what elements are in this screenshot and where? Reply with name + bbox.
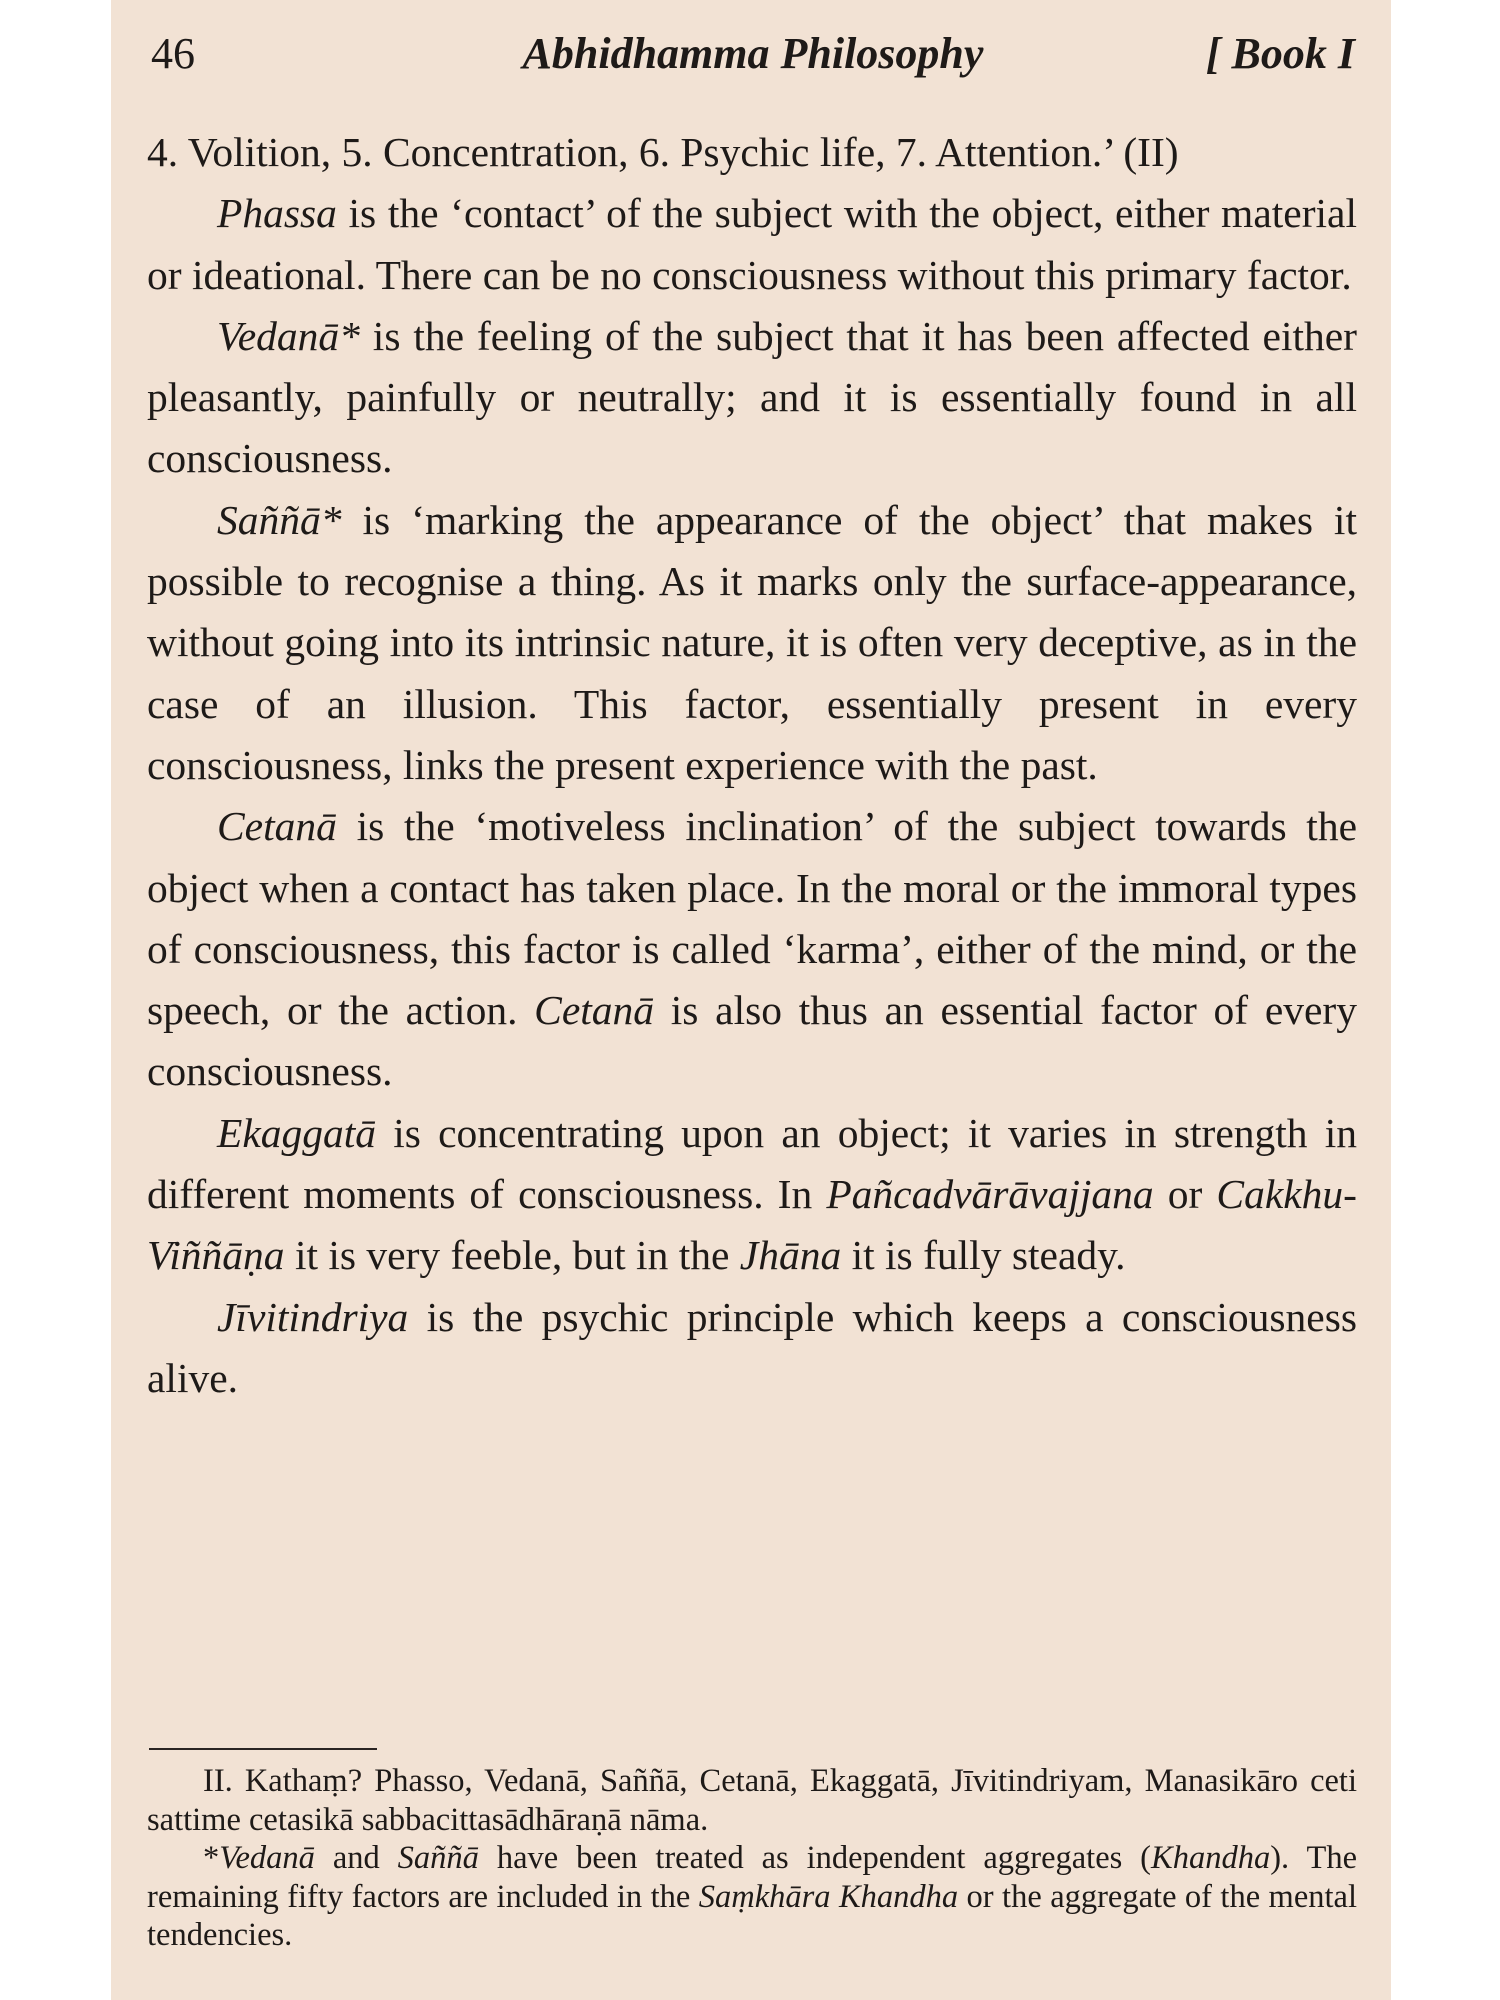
- paragraph-text: it is fully steady.: [841, 1232, 1126, 1279]
- body-text: [147, 122, 1357, 1409]
- running-head: [151, 28, 1355, 88]
- term-khandha: Khandha: [1151, 1840, 1271, 1876]
- term-vedana-note: Vedanā: [219, 1840, 315, 1876]
- term-samkhara-khandha: Saṃkhāra Khandha: [698, 1878, 959, 1915]
- paragraph-text: or: [1153, 1171, 1217, 1218]
- term-sanna-note: Saññā: [397, 1840, 479, 1876]
- paragraph-text: it is very feeble, but in the: [284, 1232, 740, 1279]
- paragraph-phassa: [147, 183, 1357, 306]
- footnote-divider: [149, 1748, 377, 1750]
- page-number: 46: [151, 29, 195, 78]
- term-jhana: Jhāna: [739, 1232, 842, 1279]
- paragraph-text: is the ‘contact’ of the subject with the object, either material or ideational. There can be no consciousness without this primary factor.: [147, 190, 1357, 298]
- term-cetana: Cetanā: [217, 803, 337, 850]
- book-page: [111, 0, 1391, 2000]
- paragraph-text: 4. Volition, 5. Concentration, 6. Psychic life, 7. Attention.’ (II): [147, 129, 1179, 175]
- term-cetana-repeat: Cetanā: [534, 987, 655, 1034]
- term-ekaggata: Ekaggatā: [217, 1109, 377, 1156]
- paragraph-text: is the psychic principle which keeps a consciousness alive.: [147, 1293, 1357, 1401]
- footnote-text: have been treated as independent aggregates (: [478, 1840, 1152, 1876]
- footnote-text: and: [314, 1840, 398, 1876]
- term-cakkhu-vinnana: Cakkhu-Viññāṇa: [147, 1171, 1357, 1279]
- paragraph-text: is the feeling of the subject that it has been affected either pleasantly, painfully or neutrally; and it is essentially found in all consciousness.: [147, 312, 1357, 482]
- book-label: [ Book I: [1205, 29, 1355, 78]
- footnote-text: or the aggregate of the mental tendencies.: [147, 1878, 1357, 1953]
- paragraph-jivitindriya: [147, 1287, 1357, 1410]
- paragraph-cetana: [147, 796, 1357, 1102]
- footnotes: [147, 1762, 1357, 1955]
- paragraph-vedana: [147, 306, 1357, 490]
- term-jivitindriya: Jīvitindriya: [217, 1293, 409, 1340]
- term-pancadvaravajjana: Pañcadvārāvajjana: [826, 1171, 1154, 1218]
- footnote-aggregates: [147, 1839, 1357, 1955]
- footnote-pali-quote: [147, 1762, 1357, 1839]
- paragraph-text: is ‘marking the appearance of the object’ that makes it possible to recognise a thing. As it marks only the surface-appearance, without going into its intrinsic nature, it is often very deceptive, as in the case of an illusion. This factor, essentially present in every consciousness, links the present experience with the past.: [147, 496, 1357, 788]
- paragraph-ekaggata: [147, 1103, 1357, 1287]
- paragraph-text: is concentrating upon an object; it varies in strength in different moments of consciousness. In: [147, 1109, 1357, 1218]
- term-vedana: Vedanā*: [217, 312, 360, 359]
- footnote-marker: *: [203, 1840, 220, 1876]
- footnote-text: ). The remaining fifty factors are included in the: [147, 1840, 1357, 1915]
- term-phassa: Phassa: [217, 190, 337, 237]
- term-sanna: Saññā*: [217, 496, 342, 543]
- paragraph-sanna: [147, 490, 1357, 796]
- paragraph-text: is the ‘motiveless inclination’ of the subject towards the object when a contact has taken place. In the moral or the immoral types of consciousness, this factor is called ‘karma’, either of the mind, or the speech, or the action.: [147, 803, 1357, 1034]
- running-title: Abhidhamma Philosophy: [522, 29, 984, 78]
- footnote-text: II. Kathaṃ? Phasso, Vedanā, Saññā, Cetanā, Ekaggatā, Jīvitindriyam, Manasikāro ceti sattime cetasikā sabbacittasādhāraṇā nāma.: [147, 1763, 1357, 1838]
- paragraph-factor-list: [147, 122, 1357, 183]
- paragraph-text: is also thus an essential factor of every consciousness.: [147, 987, 1357, 1095]
